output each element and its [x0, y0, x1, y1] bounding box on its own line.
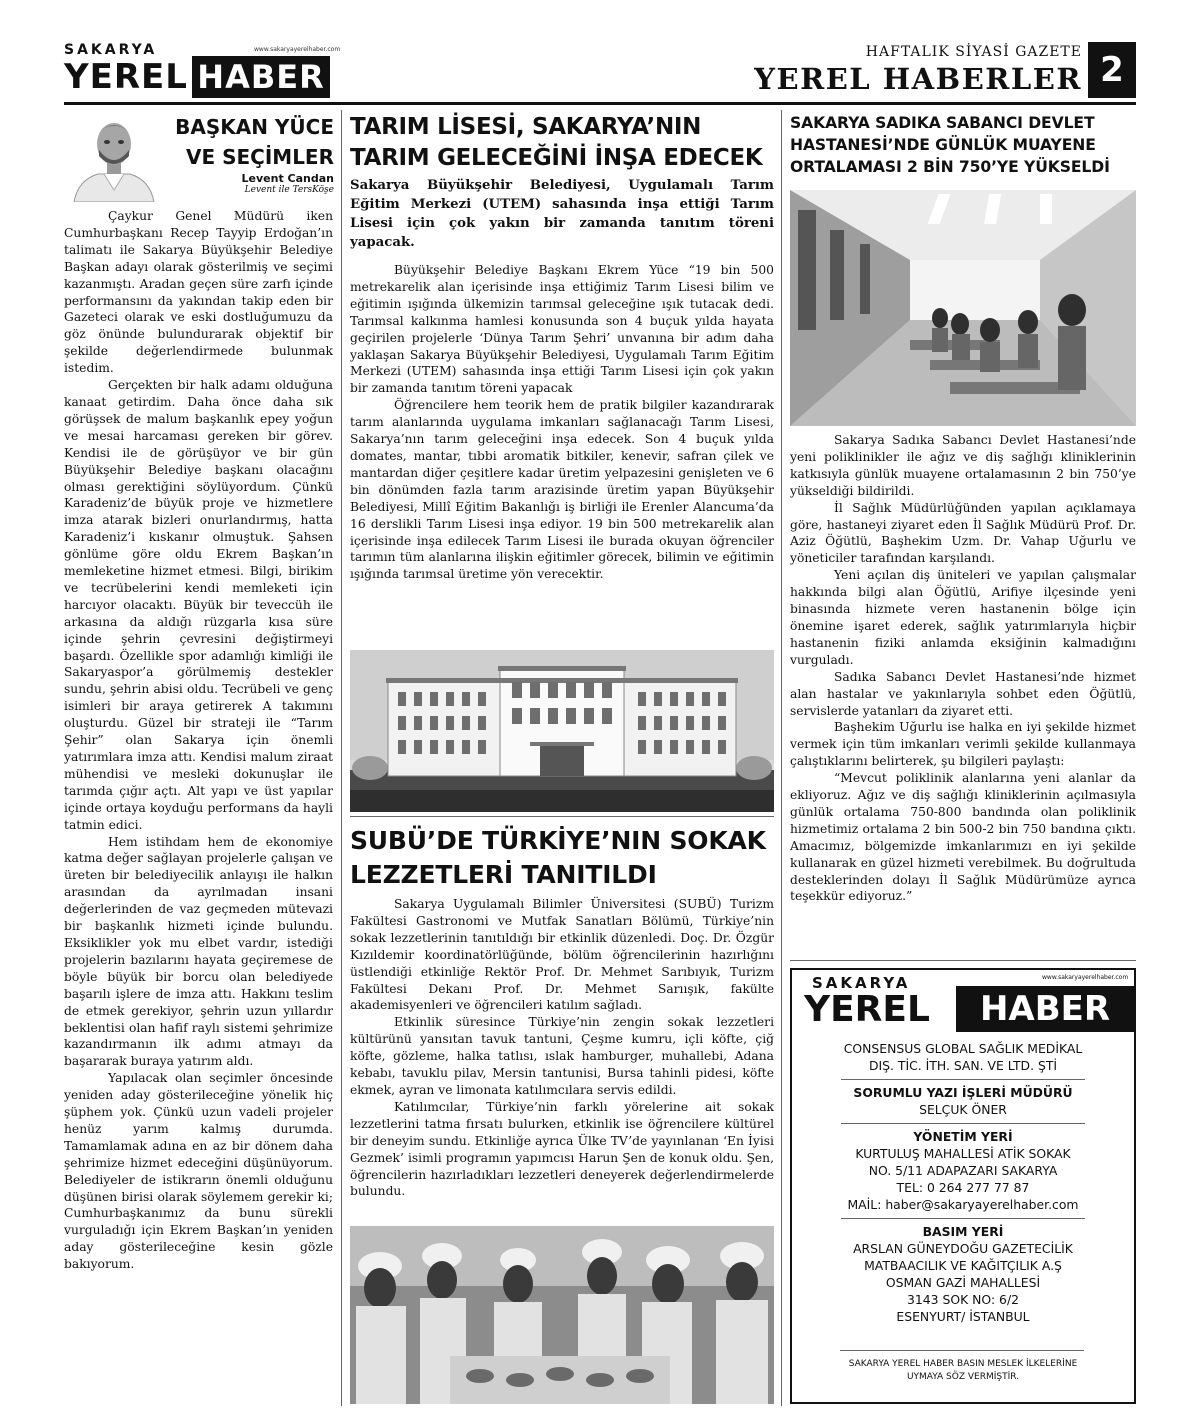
printer-heading: BASIM YERİ: [922, 1224, 1004, 1239]
author-name: Levent Candan: [241, 172, 334, 185]
imprint-divider: [841, 1079, 1085, 1080]
article-body: [350, 262, 774, 583]
paragraph: Çaykur Genel Müdürü iken Cumhurbaşkanı Recep Tayyip Erdoğan’ın talimatı ile Sakarya Büyükşehir Belediye Başkan adayı olarak gösterilmiş ve seçimi kazanmıştı. Aradan geçen süre zarfı içinde performansını da yakından takip eden bir Gazeteci olarak ve eski dostluğumuzu da göz önünde bulundurarak objektif bir şekilde değerlendirmede bulunmak istedim.: [64, 209, 333, 376]
article-lead: Sakarya Büyükşehir Belediyesi, Uygulamalı Tarım Eğitim Merkezi (UTEM) sahasında inşa ettiği Tarım Lisesi için çok yakın bir zamanda tanıtım töreni yapacak.: [350, 178, 774, 250]
author-column-name: Levent ile TersKöşe: [244, 185, 334, 195]
imprint-box: [790, 968, 1136, 1404]
street-food-event-photo: [350, 1226, 774, 1404]
printer-line: ESENYURT/ İSTANBUL: [896, 1309, 1030, 1324]
imprint-divider: [840, 1350, 1084, 1351]
column-title: BAŞKAN YÜCE VE SEÇİMLER: [175, 115, 334, 169]
owner-line: DIŞ. TİC. İTH. SAN. VE LTD. ŞTİ: [868, 1058, 1058, 1073]
author-photo: [64, 112, 164, 202]
article-body: [350, 896, 774, 1200]
page-number: 2: [1088, 42, 1136, 98]
article-divider: [790, 960, 1136, 961]
ethics-statement: [792, 1358, 1134, 1384]
logo-brand-left: YEREL: [64, 57, 188, 97]
office-phone: TEL: 0 264 277 77 87: [896, 1180, 1030, 1195]
paragraph: Katılımcılar, Türkiye’nin farklı yörelerine ait sokak lezzetlerini tatma fırsatı bulurken, etkinlik ise öğrencilere kültürel bir deneyim sundu. Etkinliğe ayrıca Ülke TV’de yayınlanan ‘En İyisi Gezmek’ isimli programın yapımcısı Harun Şen de konuk oldu. Şen, öğrencilerin hazırladıkları lezzetleri deneyerek değerlendirmelerde bulundu.: [350, 1099, 774, 1199]
printer-line: 3143 SOK NO: 6/2: [906, 1292, 1019, 1307]
paragraph: Yeni açılan diş üniteleri ve yapılan çalışmalar hakkında bilgi alan Öğütlü, Arifiye ilçesinde yeni binasında hizmete veren hastanenin bölge için önemine işaret ederek, sağlık yatırımlarıyla hiçbir hastanenin fiziki anlamda eksiğinin kalmadığını vurguladı.: [790, 568, 1136, 667]
school-building-photo: [350, 650, 774, 812]
imprint-logo-url: www.sakaryayerelhaber.com: [1042, 974, 1129, 981]
article-divider: [350, 816, 774, 817]
office-address: KURTULUŞ MAHALLESİ ATİK SOKAK: [855, 1146, 1071, 1161]
imprint-logo: [792, 970, 1134, 1036]
paragraph: Sakarya Uygulamalı Bilimler Üniversitesi (SUBÜ) Turizm Fakültesi Gastronomi ve Mutfak Sanatları Bölümü, Türkiye’nin sokak lezzetlerinin tanıtıldığı bir etkinlik düzenledi. Doç. Dr. Özgür Kızıldemir koordinatörlüğünde, bölüm öğrencilerinin hazırlığını üstlendiği etkinliğe Rektör Prof. Dr. Mehmet Sarıbıyık, Turizm Fakültesi Dekanı Prof. Dr. Mehmet Sarıışık, fakülte akademisyenleri ve öğrencileri katılım sağladı.: [350, 897, 774, 1013]
paragraph: Hem istihdam hem de ekonomiye katma değer sağlayan projelerle çalışan ve üreten bir belediyecilik anlayışı ile halkın arasından da ayrılmadan insani değerlerinden de vaz geçmeden mütevazi bir başkanlık hizmeti içinde bulundu. Eksiklikler yok mu elbet vardır, istediği projelerin bazılarını hayata geçiremese de böyle büyük bir borcu olan belediyede başarılı işlere de imza attı. Hakkını teslim de etmek gerekiyor, şehrin uzun yıllardır beklentisi olan hafif raylı sistemi şehrimize kazandırmanın ilk adımı atmayı da başararak buraya yatırım aldı.: [64, 834, 333, 1069]
office-address: NO. 5/11 ADAPAZARI SAKARYA: [868, 1163, 1058, 1178]
paragraph: Sakarya Sadıka Sabancı Devlet Hastanesi’nde yeni poliklinikler ile ağız ve diş sağlığı kliniklerinin katkısıyla günlük muayene ortalamasının 2 bin 750’ye yükseldiği bildirildi.: [790, 433, 1136, 498]
owner-line: CONSENSUS GLOBAL SAĞLIK MEDİKAL: [843, 1041, 1083, 1056]
logo-city: SAKARYA: [64, 42, 158, 58]
printer-line: MATBAACILIK VE KAĞITÇILIK A.Ş: [864, 1258, 1062, 1273]
hospital-corridor-photo: [790, 190, 1136, 426]
imprint-logo-brand-right: HABER: [956, 986, 1134, 1032]
paragraph: Başhekim Uğurlu ise halka en iyi şekilde hizmet vermek için tüm imkanları verimli şekilde kullanmaya çalıştıklarını belirterek, şu bilgileri paylaştı:: [790, 720, 1136, 769]
article-body: [790, 432, 1136, 905]
paragraph: Etkinlik süresince Türkiye’nin zengin sokak lezzetleri kültürünü yansıtan tavuk tantuni, Çeşme kumru, içli köfte, çiğ köfte, gözleme, halka tatlısı, ıslak hamburger, muhallebi, Adana kebabı, tavuklu pilav, Mersin tantunisi, Bursa tahinli pidesi, köfte ekmek, ayran ve limonata katılımcılara servis edildi.: [350, 1015, 774, 1097]
imprint-logo-brand-left: YEREL: [804, 989, 930, 1030]
ethics-line: SAKARYA YEREL HABER BASIN MESLEK İLKELERİNE: [848, 1359, 1078, 1369]
paragraph: “Mevcut poliklinik alanlarına yeni alanlar da ekliyoruz. Ağız ve diş sağlığı kliniklerinin açılmasıyla günlük ortalama 750-800 bandında olan poliklinik hizmetimiz ortalama 2 bin 500-2 bin 750 bandına çıktı. Amacımız, bölgemizde imkanlarımızı en iyi şekilde kullanarak en güzel hizmeti verebilmek. Bu doğrultuda desteklerinden dolayı İl Sağlık Müdürümüze ayrıca teşekkür ediyoruz.”: [790, 771, 1136, 904]
ethics-line: UYMAYA SÖZ VERMİŞTİR.: [906, 1372, 1020, 1382]
logo-url: www.sakaryayerelhaber.com: [254, 46, 341, 53]
imprint-logo-city: SAKARYA: [812, 974, 911, 992]
masthead-logo: [64, 42, 341, 100]
logo-brand-right: HABER: [192, 56, 330, 98]
paragraph: Sadıka Sabancı Devlet Hastanesi’nde hizmet alan hastalar ve yakınlarıyla sohbet eden Öğütlü, servislerde yatanları da ziyaret etti.: [790, 669, 1136, 718]
imprint-divider: [841, 1123, 1085, 1124]
paragraph: Öğrencilere hem teorik hem de pratik bilgiler kazandırarak tarım alanlarında uygulama imkanları sağlanacağı Tarım Lisesi, Sakarya’nın tarım geleceğini inşa edecek. Son 4 buçuk yılda domates, mantar, tıbbi aromatik bitkiler, kenevir, safran çilek ve mantardan diğer çeşitlere kadar üretim yelpazesini genişleten ve 6 bin dönümden fazla tarım arazisinde üretim yapan Büyükşehir Belediyesi, Millî Eğitim Bakanlığı iş birliği ile Erenler Alancuma’da 16 derslikli Tarım Lisesi inşa ediyor. 19 bin 500 metrekarelik alan içerisinde inşa edilecek Tarım Lisesi ile burada okuyan öğrenciler tarımın tüm alanlarına ilişkin eğitimler görecek, bilimin ve eğitimin ışığında tarımsal üretime yön verecektir.: [350, 398, 774, 582]
office-heading: YÖNETİM YERİ: [913, 1129, 1013, 1144]
article-headline: SAKARYA SADIKA SABANCI DEVLET HASTANESİ’NDE GÜNLÜK MUAYENE ORTALAMASI 2 BİN 750’YE YÜKSELDİ: [790, 114, 1110, 176]
printer-line: OSMAN GAZİ MAHALLESİ: [885, 1275, 1041, 1290]
imprint-details: [792, 1040, 1134, 1325]
paragraph: Yapılacak olan seçimler öncesinde yeniden aday gösterileceğine yönelik hiç şüphem yok. Çünkü uzun vadeli projeler henüz yarım kalmış durumda. Tamamlamak adına en az bir dönem daha şehrimize hizmet edeceğini düşünüyorum. Belediyeler de istikrarın önemli olduğunu düşünen birisi olarak söylemem gerekir ki; Cumhurbaşkanımız da bunu sürekli vurguladığı için Ekrem Başkan’ın yeniden aday gösterileceğine kesin gözle bakıyorum.: [64, 1071, 333, 1272]
paragraph: Gerçekten bir halk adamı olduğuna kanaat getirdim. Daha önce daha sık görüşsek de malum başkanlık epey yoğun ve mesai harcaması gereken bir görev. Kendisi ile de görüşüyor ve bir gün Büyükşehir Belediye başkanı olacağını olması gerektiğini söylüyordum. Çünkü Karadeniz’de büyük proje ve hizmetlere imza atarak bizleri onurlandırmış, hatta Karadeniz’i kıskanır olmuştuk. Şahsen gönlüme göre oldu Ekrem Başkan’ın memleketine hizmet etmesi. Bilgi, birikim ve tecrübelerini kendi memleketi için harcıyor olacaktı. Büyük bir teveccüh ile arkasına da aldığı rüzgarla kısa süre içinde şehrin çevresini değiştirmeyi başardı. Özellikle spor adamlığı kimliği ile Sakaryaspor’a görülmemiş destekler sundu, şehrin abisi oldu. Tecrübeli ve genç isimleri bir araya getirerek A takımını oluşturdu. Güzel bir strateji ile “Tarım Şehir” olan Sakarya için önemli yatırımlara imza attı. Kendisi malum ziraat mühendisi ve mesleki dokunuşlar ile tarımda çığır açtı. Alt yapı ve üst yapılar içinde ortaya koyduğu performans da hayli tatmin edici.: [64, 378, 333, 832]
header-rule: [64, 102, 1136, 105]
article-headline: SUBÜ’DE TÜRKİYE’NIN SOKAK LEZZETLERİ TANITILDI: [350, 826, 766, 889]
column-divider: [781, 110, 782, 1406]
imprint-divider: [841, 1218, 1085, 1219]
section-title: YEREL HABERLER: [754, 62, 1082, 96]
paragraph: İl Sağlık Müdürlüğünden yapılan açıklamaya göre, hastaneyi ziyaret eden İl Sağlık Müdürü Prof. Dr. Aziz Öğütlü, Başhekim Uzm. Dr. Vahap Uğurlu ve yöneticiler tarafından karşılandı.: [790, 500, 1136, 566]
office-email: MAİL: haber@sakaryayerelhaber.com: [847, 1197, 1079, 1212]
printer-line: ARSLAN GÜNEYDOĞU GAZETECİLİK: [853, 1241, 1073, 1256]
column-divider: [341, 110, 342, 1406]
paragraph: Büyükşehir Belediye Başkanı Ekrem Yüce “19 bin 500 metrekarelik alan içerisinde inşa ettiğimiz Tarım Lisesi bilim ve eğitimin ışığında ülkemizin tarımsal geleceğine ışık tutacak dedi. Tarımsal kalkınma hamlesi konusunda son 4 buçuk yılda hayata geçirilen projelerle ‘Dünya Tarım Şehri’ unvanına bir adım daha yaklaşan Sakarya Büyükşehir Belediyesi, Uygulamalı Tarım Eğitim Merkezi (UTEM) sahasında inşa ettiği Tarım Lisesi için çok yakın bir zamanda tanıtım töreni yapacak: [350, 263, 774, 396]
editor-heading: SORUMLU YAZI İŞLERİ MÜDÜRÜ: [853, 1085, 1073, 1100]
editor-name: SELÇUK ÖNER: [919, 1102, 1007, 1117]
article-headline: TARIM LİSESİ, SAKARYA’NIN TARIM GELECEĞİNİ İNŞA EDECEK: [350, 114, 763, 171]
newspaper-subtitle: HAFTALIK SİYASİ GAZETE: [865, 44, 1082, 60]
column-body: [64, 208, 333, 1273]
